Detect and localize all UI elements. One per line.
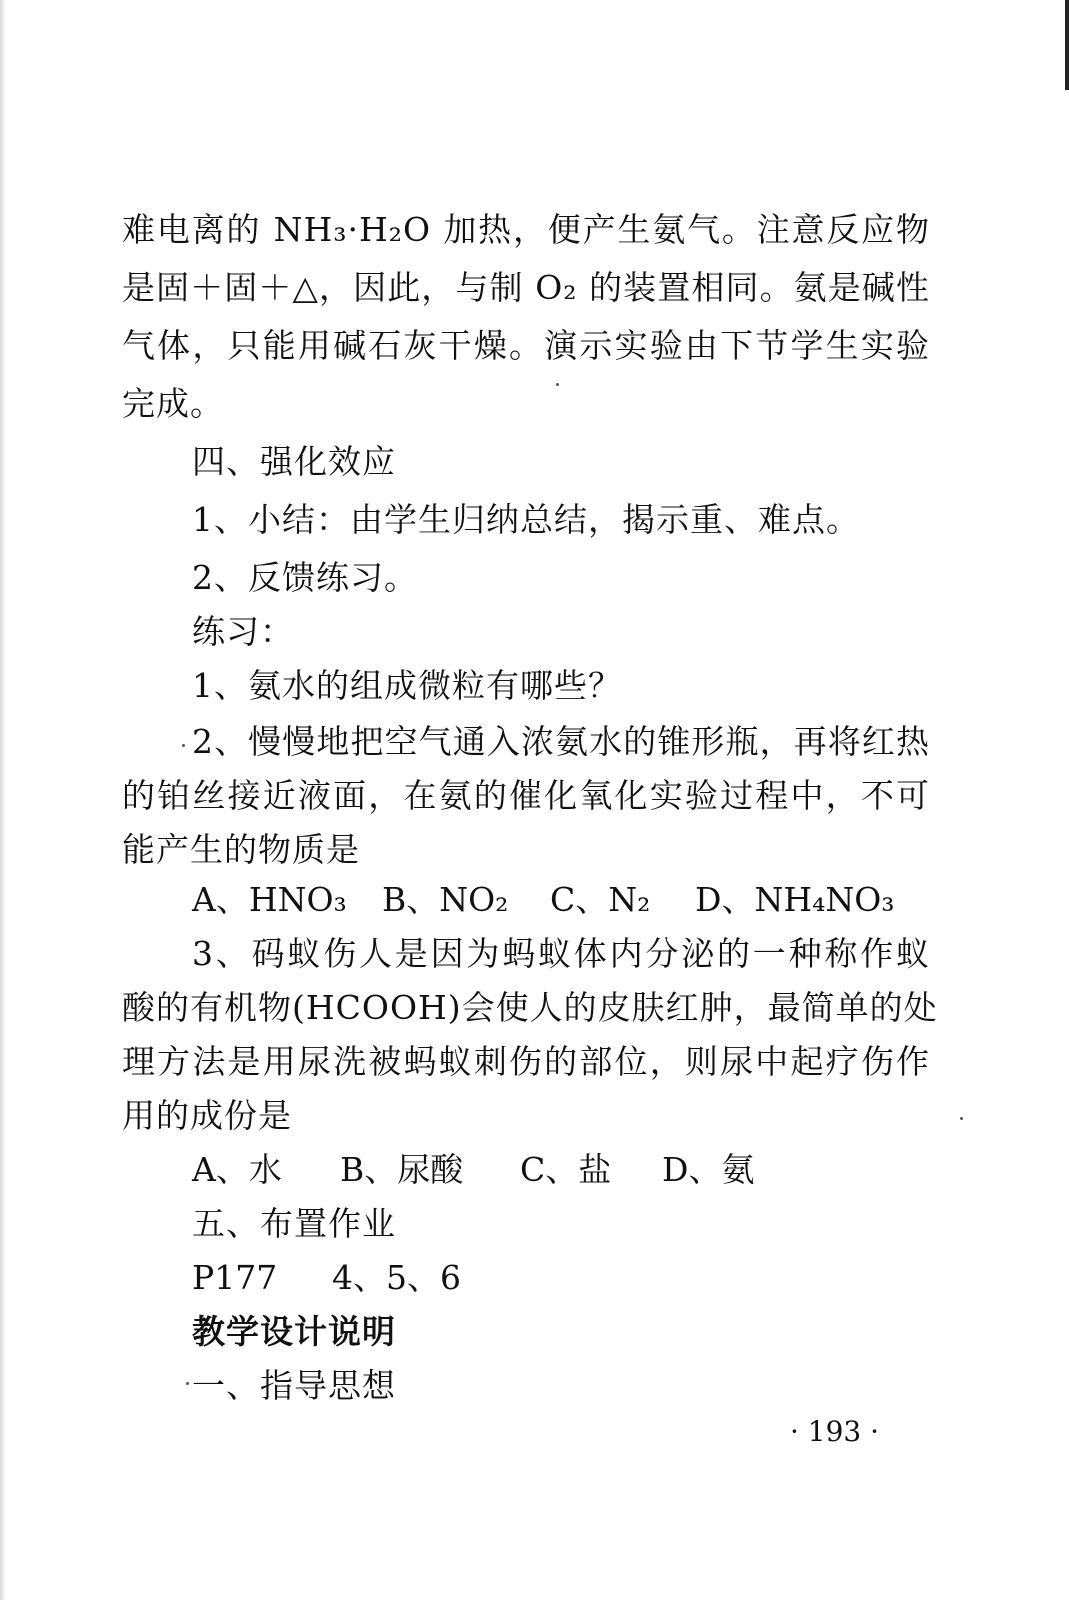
option-a: A、水 (192, 1150, 282, 1189)
question-3-line: 理方法是用尿洗被蚂蚁刺伤的部位，则尿中起疗伤作 (122, 1042, 930, 1081)
design-notes-heading: 教学设计说明 (192, 1312, 396, 1351)
scan-speck (556, 383, 559, 386)
option-c: C、盐 (520, 1150, 612, 1189)
summary-line: 1、小结：由学生归纳总结，揭示重、难点。 (192, 500, 860, 539)
option-b: B、尿酸 (340, 1150, 464, 1189)
section-heading: 四、强化效应 (192, 442, 396, 481)
scan-speck (182, 744, 185, 747)
homework-page: P177 (192, 1258, 278, 1297)
option-b: B、NO₂ (382, 880, 509, 919)
paragraph-line: 气体，只能用碱石灰干燥。演示实验由下节学生实验 (122, 326, 930, 365)
section-heading: 五、布置作业 (192, 1204, 396, 1243)
question-2-line: 能产生的物质是 (122, 830, 360, 869)
paragraph-line: 难电离的 NH₃·H₂O 加热，便产生氨气。注意反应物 (122, 210, 930, 249)
option-d: D、氨 (662, 1150, 755, 1189)
homework-line (192, 1258, 592, 1298)
question-2-line: 2、慢慢地把空气通入浓氨水的锥形瓶，再将红热 (192, 722, 930, 761)
scan-speck (960, 1117, 963, 1120)
scan-speck (186, 1382, 189, 1385)
question-2-options (192, 880, 895, 920)
paragraph-line: 完成。 (122, 384, 224, 423)
scan-edge-mark (1065, 0, 1069, 90)
paragraph-line: 是固＋固＋△，因此，与制 O₂ 的装置相同。氨是碱性 (122, 268, 930, 307)
scan-edge-shadow (0, 0, 6, 1600)
question-2-line: 的铂丝接近液面，在氨的催化氧化实验过程中，不可 (122, 776, 930, 815)
section-heading: 一、指导思想 (192, 1366, 396, 1405)
feedback-line: 2、反馈练习。 (192, 558, 418, 597)
question-3-options (192, 1150, 892, 1190)
option-d: D、NH₄NO₃ (695, 880, 895, 919)
homework-items: 4、5、6 (332, 1258, 461, 1297)
exercise-heading: 练习： (192, 612, 294, 651)
page-number: · 193 · (790, 1415, 880, 1448)
option-a: A、HNO₃ (192, 880, 347, 919)
question-1: 1、氨水的组成微粒有哪些？ (192, 666, 622, 705)
option-c: C、N₂ (550, 880, 651, 919)
question-3-line: 用的成份是 (122, 1096, 292, 1135)
question-3-line: 3、码蚁伤人是因为蚂蚁体内分泌的一种称作蚁 (192, 934, 930, 973)
question-3-line: 酸的有机物(HCOOH)会使人的皮肤红肿，最简单的处 (122, 988, 938, 1027)
